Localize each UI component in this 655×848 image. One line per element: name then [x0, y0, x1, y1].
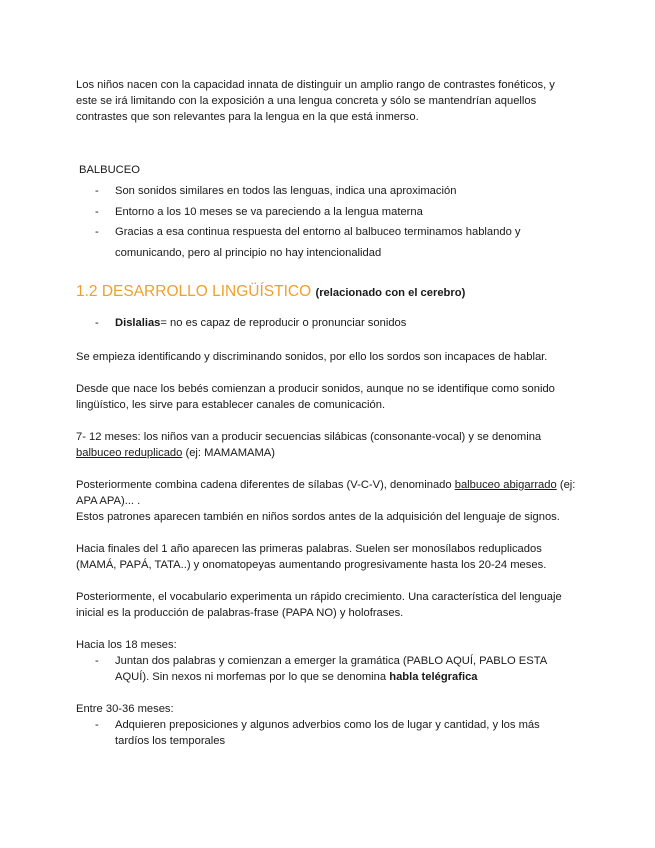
paragraph-vocabulary: Posteriormente, el vocabulario experimenta un rápido crecimiento. Una característica del lenguaje inicial es la producción de palabras-frase (PAPA NO) y holofrases.	[76, 590, 562, 619]
dash-bullet: -	[95, 205, 99, 218]
balbuceo-list	[76, 181, 576, 263]
dash-bullet: -	[95, 718, 99, 731]
list-item: - Adquieren preposiciones y algunos adverbios como los de lugar y cantidad, y los más tardíos los temporales	[95, 718, 540, 747]
paragraph-sordos-patterns: Estos patrones aparecen también en niños sordos antes de la adquisición del lenguaje de signos.	[76, 510, 560, 523]
term-habla-telegrafica: habla telégrafica	[389, 670, 478, 683]
list-18-months	[76, 653, 576, 685]
paragraph-first-words: Hacia finales del 1 año aparecen las primeras palabras. Suelen ser monosílabos reduplicados (MAMÁ, PAPÁ, TATA..) y onomatopeyas aumentando progresivamente hasta los 20-24 meses.	[76, 542, 547, 571]
term-balbuceo-abigarrado: balbuceo abigarrado	[454, 478, 557, 491]
list-item-text: Entorno a los 10 meses se va pareciendo a la lengua materna	[115, 205, 423, 218]
paragraph-newborn-sounds: Desde que nace los bebés comienzan a producir sonidos, aunque no se identifique como sonido lingüístico, les sirve para establecer canales de comunicación.	[76, 382, 555, 411]
dislalias-list	[76, 313, 576, 334]
balbuceo-heading: BALBUCEO	[79, 164, 140, 176]
dislalias-term: Dislalias	[115, 317, 161, 329]
paragraph-balbuceo-abigarrado: Posteriormente combina cadena diferentes de sílabas (V-C-V), denominado balbuceo abigarrado (ej: APA APA)... .	[76, 478, 576, 507]
section-heading	[76, 282, 576, 303]
dash-bullet: -	[95, 226, 99, 238]
list-30-36-months	[76, 717, 576, 749]
list-item: - Juntan dos palabras y comienzan a emerger la gramática (PABLO AQUÍ, PABLO ESTA AQUÍ). Sin nexos ni morfemas por lo que se denomina habla telégrafica	[95, 654, 547, 683]
list-item-text: Son sonidos similares en todos las lenguas, indica una aproximación	[115, 185, 457, 197]
list-item	[76, 181, 576, 202]
paragraph-identification: Se empieza identificando y discriminando sonidos, por ello los sordos son incapaces de hablar.	[76, 350, 548, 363]
intro-paragraph: Los niños nacen con la capacidad innata de distinguir un amplio rango de contrastes fonéticos, y este se irá limitando con la exposición a una lengua concreta y sólo se mantendrían aquellos contrastes que son relevantes para la lengua en la que está inmerso.	[76, 79, 555, 123]
section-subtitle: (relacionado con el cerebro)	[315, 287, 466, 299]
heading-18-months: Hacia los 18 meses:	[76, 638, 177, 651]
section-title: 1.2 DESARROLLO LINGÜÍSTICO	[76, 283, 312, 300]
list-item-text: Gracias a esa continua respuesta del entorno al balbuceo terminamos hablando y comunicando, pero al principio no hay intencionalidad	[115, 226, 521, 259]
dash-bullet: -	[95, 654, 99, 667]
document-page	[76, 77, 576, 749]
dash-bullet: -	[95, 317, 99, 329]
dash-bullet: -	[95, 185, 99, 197]
list-item	[76, 222, 576, 263]
term-balbuceo-reduplicado: balbuceo reduplicado	[76, 446, 183, 459]
list-item	[76, 202, 576, 223]
list-item	[76, 313, 576, 334]
heading-30-36-months: Entre 30-36 meses:	[76, 702, 174, 715]
dislalias-definition: = no es capaz de reproducir o pronunciar sonidos	[160, 317, 407, 329]
paragraph-7-12-months: 7- 12 meses: los niños van a producir secuencias silábicas (consonante-vocal) y se denomina balbuceo reduplicado (ej: MAMAMAMA)	[76, 430, 542, 459]
